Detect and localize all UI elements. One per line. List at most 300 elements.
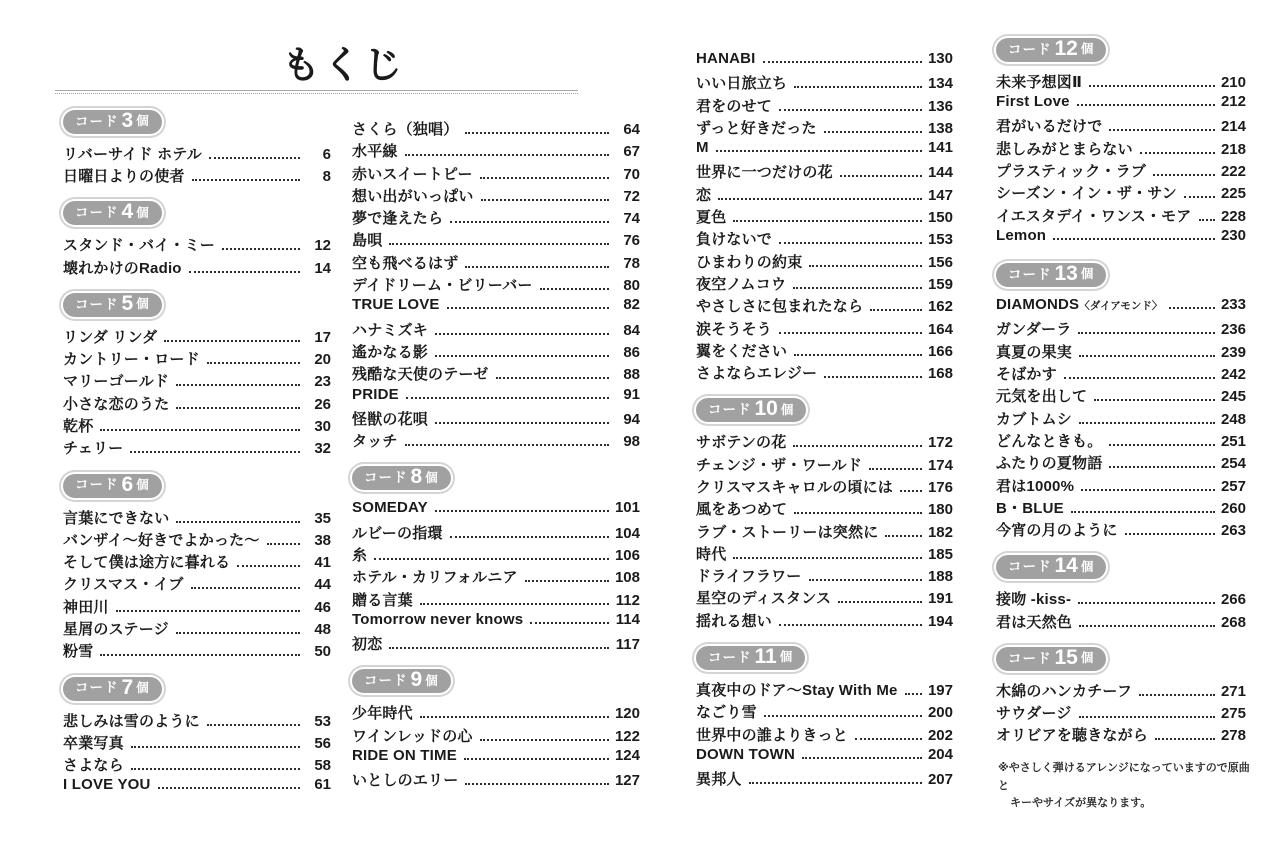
song-title: 夏色 <box>696 209 727 227</box>
toc-entry <box>352 140 640 162</box>
toc-entry <box>352 522 640 544</box>
toc-entry <box>63 326 331 348</box>
toc-entry <box>996 680 1246 702</box>
page-number: 164 <box>927 320 953 338</box>
song-title: ガンダーラ <box>996 321 1072 339</box>
toc-entry <box>996 475 1246 497</box>
chord-count-badge-wrap <box>63 201 331 225</box>
toc-entry <box>696 362 953 384</box>
toc-entry <box>996 182 1246 204</box>
song-title: ハナミズキ <box>352 321 429 339</box>
badge-suffix-label: 個 <box>425 470 438 485</box>
dot-leader <box>1064 377 1215 379</box>
dot-leader <box>1081 489 1215 491</box>
page-number: 14 <box>314 259 331 277</box>
song-title: 空も飛べるはず <box>352 254 459 272</box>
page-number: 230 <box>1220 226 1246 244</box>
dot-leader <box>1155 738 1215 740</box>
song-title: 星屑のステージ <box>63 621 169 639</box>
toc-entry <box>996 160 1246 182</box>
dot-leader <box>869 468 922 470</box>
toc-entry <box>996 341 1246 363</box>
song-title: なごり雪 <box>696 704 757 722</box>
toc-entry <box>696 768 953 790</box>
dot-leader <box>237 565 300 567</box>
page-number: 80 <box>623 277 640 295</box>
song-title: First Love <box>996 93 1070 111</box>
song-title: ひまわりの約束 <box>696 253 803 271</box>
page-number: 260 <box>1220 499 1246 517</box>
dot-leader <box>824 376 922 378</box>
toc-entry <box>696 340 953 362</box>
dot-leader <box>464 758 609 760</box>
toc-entry <box>696 228 953 250</box>
dot-leader <box>450 221 609 223</box>
dot-leader <box>435 510 609 512</box>
badge-suffix-label: 個 <box>1080 42 1094 57</box>
page-number: 74 <box>623 210 640 228</box>
toc-entry <box>352 252 640 274</box>
song-title: 夜空ノムコウ <box>696 275 787 293</box>
toc-entry <box>63 437 331 459</box>
song-title: ラブ・ストーリーは突然に <box>696 523 879 541</box>
dot-leader <box>1094 399 1215 401</box>
song-title: 初恋 <box>352 636 383 654</box>
dot-leader <box>176 521 300 523</box>
page-number: 268 <box>1220 613 1246 631</box>
song-title: 未来予想図Ⅱ <box>996 73 1083 91</box>
song-title: ワインレッドの心 <box>352 727 473 745</box>
dot-leader <box>435 422 609 424</box>
page-number: 32 <box>314 440 331 458</box>
song-title: 揺れる想い <box>696 612 773 630</box>
toc-entry <box>696 587 953 609</box>
toc-entry <box>696 295 953 317</box>
toc-entry <box>696 273 953 295</box>
dot-leader <box>530 622 609 624</box>
dot-leader <box>191 587 300 589</box>
page-number: 30 <box>314 418 331 436</box>
chord-count-badge <box>63 293 162 317</box>
page-number: 67 <box>623 143 640 161</box>
toc-column-4 <box>996 38 1246 747</box>
chord-count-badge <box>63 474 162 498</box>
song-title: 卒業写真 <box>63 734 124 752</box>
page-title: もくじ <box>282 45 406 87</box>
badge-suffix-label: 個 <box>1080 267 1094 282</box>
song-title: 言葉にできない <box>63 509 170 527</box>
chord-count-badge <box>996 263 1106 287</box>
dot-leader <box>1109 129 1215 131</box>
song-title: チェリー <box>63 440 124 458</box>
toc-entry <box>63 618 331 640</box>
page-number: 117 <box>615 636 640 654</box>
page-number: 275 <box>1220 705 1246 723</box>
page-number: 245 <box>1220 388 1246 406</box>
page-number: 20 <box>314 351 331 369</box>
toc-entry <box>996 138 1246 160</box>
page-number: 176 <box>927 478 953 496</box>
song-title: TRUE LOVE <box>352 296 440 314</box>
page-number: 114 <box>615 610 640 628</box>
song-title: 粉雪 <box>63 643 94 661</box>
toc-entry <box>352 499 640 521</box>
song-title: 世界中の誰よりきっと <box>696 726 849 744</box>
toc-entry <box>696 543 953 565</box>
dot-leader <box>389 243 609 245</box>
page-number: 166 <box>927 342 953 360</box>
dot-leader <box>176 384 300 386</box>
dot-leader <box>1079 355 1215 357</box>
toc-entry <box>63 393 331 415</box>
toc-entry <box>996 519 1246 541</box>
song-title: いい日旅立ち <box>696 75 788 93</box>
song-title: リンダ リンダ <box>63 328 158 346</box>
song-title: サウダージ <box>996 705 1072 723</box>
song-title: どんなときも。 <box>996 432 1103 450</box>
page-number: 200 <box>927 704 953 722</box>
toc-entry <box>996 724 1246 746</box>
dot-leader <box>855 738 922 740</box>
toc-entry <box>696 454 953 476</box>
dot-leader <box>435 355 609 357</box>
page-number: 254 <box>1220 455 1246 473</box>
song-title: 世界に一つだけの花 <box>696 164 833 182</box>
badge-prefix-label: コード <box>75 477 119 493</box>
toc-entry <box>996 611 1246 633</box>
page-number: 251 <box>1220 432 1246 450</box>
song-title: PRIDE <box>352 385 399 403</box>
dot-leader <box>405 444 609 446</box>
dot-leader <box>131 768 300 770</box>
dot-leader <box>749 782 922 784</box>
page-number: 70 <box>623 165 640 183</box>
dot-leader <box>480 739 609 741</box>
toc-entry <box>696 476 953 498</box>
song-title: 神田川 <box>63 598 109 616</box>
chord-count-badge <box>63 677 162 701</box>
badge-prefix-label: コード <box>75 680 119 696</box>
toc-entry <box>696 206 953 228</box>
dot-leader <box>779 242 922 244</box>
dot-leader <box>793 287 922 289</box>
dot-leader <box>496 377 609 379</box>
song-title: 君をのせて <box>696 97 773 115</box>
page-number: 180 <box>927 501 953 519</box>
dot-leader <box>1153 174 1215 176</box>
page-number: 236 <box>1220 321 1246 339</box>
page-number: 108 <box>614 569 640 587</box>
dot-leader <box>1071 511 1215 513</box>
dot-leader <box>1079 422 1215 424</box>
page-number: 127 <box>614 772 640 790</box>
dot-leader <box>716 150 922 152</box>
chord-count-badge-wrap <box>63 474 331 498</box>
dot-leader <box>809 579 922 581</box>
page-number: 144 <box>927 164 953 182</box>
song-title: 糸 <box>352 546 368 564</box>
dot-leader <box>207 362 300 364</box>
song-title: さくら（独唱） <box>352 121 459 138</box>
page-number: 120 <box>614 705 640 723</box>
badge-prefix-label: コード <box>75 296 119 312</box>
badge-prefix-label: コード <box>364 470 408 486</box>
toc-entry <box>696 184 953 206</box>
page-number: 191 <box>927 590 953 608</box>
page-number: 53 <box>314 712 331 730</box>
toc-entry <box>996 71 1246 93</box>
song-title: チェンジ・ザ・ワールド <box>696 456 863 474</box>
song-title: やさしさに包まれたなら <box>696 298 864 316</box>
dot-leader <box>447 307 609 309</box>
song-title: Tomorrow never knows <box>352 610 524 628</box>
dot-leader <box>435 333 609 335</box>
badge-chord-number: 4 <box>121 200 134 224</box>
toc-entry <box>696 251 953 273</box>
dot-leader <box>465 266 609 268</box>
badge-prefix-label: コード <box>1008 266 1052 282</box>
page-number: 8 <box>322 168 331 186</box>
song-title: クリスマス・イブ <box>63 576 184 594</box>
dot-leader <box>420 603 609 605</box>
badge-prefix-label: コード <box>1008 41 1052 57</box>
toc-entry <box>996 452 1246 474</box>
song-title: シーズン・イン・ザ・サン <box>996 185 1177 203</box>
toc-entry <box>352 274 640 296</box>
page-number: 188 <box>927 568 953 586</box>
toc-entry <box>352 544 640 566</box>
badge-chord-number: 10 <box>754 397 778 421</box>
page-number: 248 <box>1220 410 1246 428</box>
page-number: 56 <box>314 734 331 752</box>
dot-leader <box>809 265 922 267</box>
dot-leader <box>1184 196 1215 198</box>
page-number: 194 <box>927 612 953 630</box>
dot-leader <box>779 332 922 334</box>
toc-entry <box>63 234 331 256</box>
page-number: 225 <box>1220 185 1246 203</box>
page-number: 222 <box>1220 163 1246 181</box>
dot-leader <box>1077 104 1215 106</box>
toc-entry <box>63 596 331 618</box>
dot-leader <box>824 131 922 133</box>
toc-entry <box>696 610 953 632</box>
badge-chord-number: 12 <box>1054 37 1078 60</box>
toc-entry <box>352 363 640 385</box>
chord-count-badge-wrap <box>63 293 331 317</box>
song-title: 今宵の月のように <box>996 522 1118 540</box>
song-title: B・BLUE <box>996 499 1064 517</box>
song-title: I LOVE YOU <box>63 776 151 794</box>
toc-entry <box>352 611 640 633</box>
toc-entry <box>63 640 331 662</box>
toc-entry <box>63 573 331 595</box>
page-number: 162 <box>927 298 953 316</box>
toc-entry <box>696 161 953 183</box>
toc-entry <box>352 430 640 452</box>
song-title: 木綿のハンカチーフ <box>996 682 1133 700</box>
page-number: 228 <box>1220 207 1246 225</box>
dot-leader <box>1078 602 1215 604</box>
dot-leader <box>793 445 922 447</box>
toc-entry <box>996 385 1246 407</box>
toc-entry <box>996 296 1246 318</box>
song-title: そして僕は途方に暮れる <box>63 554 231 572</box>
title-underline <box>55 90 578 94</box>
page-number: 182 <box>927 523 953 541</box>
page-number: 84 <box>623 321 640 339</box>
dot-leader <box>1089 85 1215 87</box>
toc-entry <box>696 565 953 587</box>
song-title: 怪獣の花唄 <box>352 410 429 428</box>
dot-leader <box>1199 219 1215 221</box>
toc-entry <box>352 747 640 769</box>
page-number: 153 <box>927 231 953 249</box>
dot-leader <box>733 220 922 222</box>
page-number: 257 <box>1220 477 1246 495</box>
song-title: ホテル・カリフォルニア <box>352 569 518 587</box>
dot-leader <box>1109 466 1215 468</box>
dot-leader <box>207 724 300 726</box>
toc-entry <box>352 185 640 207</box>
song-title: スタンド・バイ・ミー <box>63 237 216 255</box>
song-title: 乾杯 <box>63 418 94 436</box>
page-number: 46 <box>314 598 331 616</box>
page-number: 214 <box>1220 118 1246 136</box>
dot-leader <box>1109 444 1215 446</box>
chord-count-badge <box>996 647 1106 671</box>
toc-entry <box>352 589 640 611</box>
toc-entry <box>352 633 640 655</box>
dot-leader <box>525 580 609 582</box>
toc-entry <box>352 769 640 791</box>
toc-entry <box>996 227 1246 249</box>
dot-leader <box>733 557 922 559</box>
page-number: 168 <box>927 365 953 383</box>
dot-leader <box>764 715 922 717</box>
dot-leader <box>779 624 922 626</box>
page-number: 134 <box>927 75 953 93</box>
song-title: 小さな恋のうた <box>63 395 170 413</box>
page-number: 263 <box>1220 522 1246 540</box>
toc-entry <box>63 710 331 732</box>
toc-entry <box>352 408 640 430</box>
dot-leader <box>176 632 300 634</box>
dot-leader <box>1078 332 1215 334</box>
badge-chord-number: 6 <box>121 472 134 496</box>
toc-entry <box>696 498 953 520</box>
dot-leader <box>374 558 609 560</box>
chord-count-badge <box>63 201 162 225</box>
badge-prefix-label: コード <box>708 649 752 665</box>
badge-chord-number: 11 <box>754 645 777 669</box>
song-title: そばかす <box>996 366 1057 384</box>
chord-count-badge-wrap <box>996 647 1246 671</box>
song-title: 贈る言葉 <box>352 591 413 609</box>
footnote-line-2: キーやサイズが異なります。 <box>1010 797 1152 810</box>
chord-count-badge <box>63 110 162 134</box>
chord-count-badge <box>352 466 451 490</box>
toc-column-1 <box>63 110 331 799</box>
song-title: ルビーの指環 <box>352 524 443 542</box>
song-title: RIDE ON TIME <box>352 746 457 764</box>
page-number: 78 <box>623 254 640 272</box>
song-title: 遙かなる影 <box>352 343 429 361</box>
dot-leader <box>763 61 922 63</box>
page-number: 41 <box>314 554 331 572</box>
page-number: 185 <box>927 545 953 563</box>
song-title: 日曜日よりの使者 <box>63 168 185 186</box>
page-number: 218 <box>1220 140 1246 158</box>
page-number: 197 <box>927 681 953 699</box>
dot-leader <box>1140 152 1215 154</box>
toc-entry <box>696 117 953 139</box>
song-title: デイドリーム・ビリーバー <box>352 277 533 295</box>
song-title: 少年時代 <box>352 705 413 723</box>
dot-leader <box>480 177 609 179</box>
page-number: 6 <box>322 145 331 163</box>
toc-entry <box>352 118 640 140</box>
badge-chord-number: 8 <box>410 465 423 489</box>
song-title: プラスティック・ラブ <box>996 163 1147 181</box>
badge-suffix-label: 個 <box>136 680 149 695</box>
dot-leader <box>267 543 300 545</box>
dot-leader <box>1169 307 1215 309</box>
toc-entry <box>63 507 331 529</box>
toc-entry <box>696 431 953 453</box>
page-number: 271 <box>1220 682 1246 700</box>
song-title: 壊れかけのRadio <box>63 259 182 277</box>
page-number: 76 <box>623 232 640 250</box>
toc-entry <box>63 370 331 392</box>
toc-entry <box>696 95 953 117</box>
song-title: 風をあつめて <box>696 501 788 519</box>
dot-leader <box>870 309 922 311</box>
dot-leader <box>406 397 609 399</box>
page-number: 172 <box>927 434 953 452</box>
dot-leader <box>192 179 300 181</box>
chord-count-badge <box>352 669 451 693</box>
page-number: 106 <box>614 546 640 564</box>
song-title: 元気を出して <box>996 388 1088 406</box>
chord-count-badge-wrap <box>996 555 1246 579</box>
song-title: DOWN TOWN <box>696 745 796 763</box>
song-title: サボテンの花 <box>696 434 787 452</box>
song-title: バンザイ～好きでよかった～ <box>63 531 260 549</box>
toc-entry <box>696 50 953 72</box>
badge-chord-number: 14 <box>1054 554 1078 578</box>
toc-entry <box>696 746 953 768</box>
page-number: 174 <box>927 456 953 474</box>
toc-entry <box>696 318 953 340</box>
badge-chord-number: 5 <box>121 291 134 315</box>
song-title: 夢で逢えたら <box>352 210 444 228</box>
dot-leader <box>164 340 300 342</box>
toc-entry <box>996 408 1246 430</box>
badge-prefix-label: コード <box>364 673 408 689</box>
badge-suffix-label: 個 <box>780 402 794 417</box>
dot-leader <box>794 512 922 514</box>
badge-chord-number: 15 <box>1054 645 1078 669</box>
dot-leader <box>794 86 922 88</box>
chord-count-badge-wrap <box>996 38 1246 62</box>
song-title: 想い出がいっぱい <box>352 187 474 205</box>
page-number: 61 <box>314 776 331 794</box>
dot-leader <box>900 490 922 492</box>
song-title: リバーサイド ホテル <box>63 145 202 163</box>
toc-entry <box>996 363 1246 385</box>
footnote-line-1: ※やさしく弾けるアレンジになっていますので原曲と <box>998 762 1250 792</box>
